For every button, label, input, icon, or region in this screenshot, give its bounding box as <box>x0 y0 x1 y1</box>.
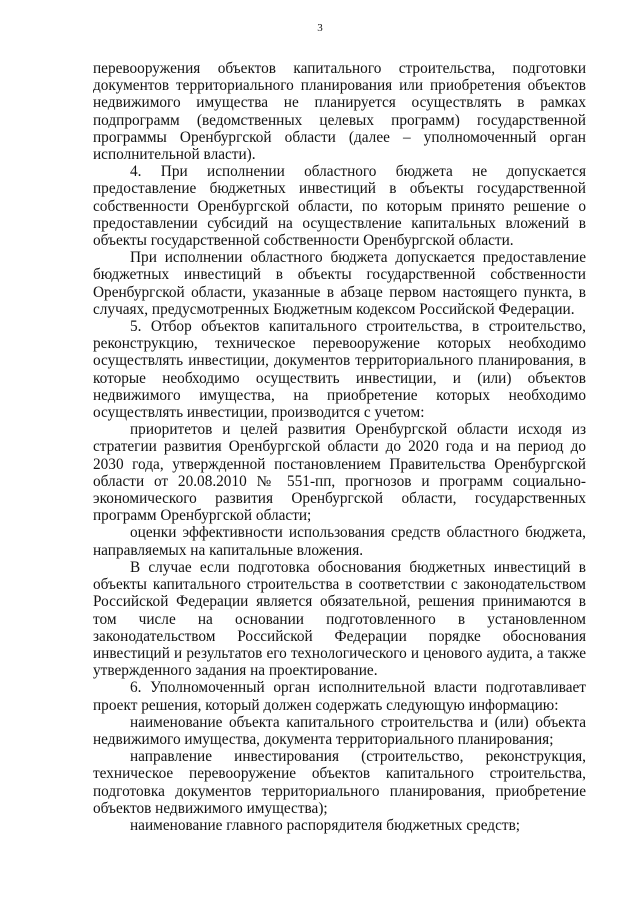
paragraph-5-item-priorities: приоритетов и целей развития Оренбургской области исходя из стратегии развития Оренбургской области до 2020 года и на период до 2030 года, утвержденной постановлением Правительства Оренбургской области от 20.08.2010 № 551-пп, прогнозов и программ социально-экономического развития Оренбургской области, государственных программ Оренбургской области; <box>93 421 586 525</box>
paragraph-1-continuation: перевооружения объектов капитального строительства, подготовки документов территориального планирования или приобретения объектов недвижимого имущества не планируется осуществлять в рамках подпрограмм (ведомственных целевых программ) государственной программы Оренбургской области (далее – уполномоченный орган исполнительной власти). <box>93 60 586 164</box>
paragraph-4: 4. При исполнении областного бюджета не допускается предоставление бюджетных инвестиций в объекты государственной собственности Оренбургской области, по которым принято решение о предоставлении субсидий на осуществление капитальных вложений в объекты государственной собственности Оренбургской области. <box>93 163 586 250</box>
paragraph-5: 5. Отбор объектов капитального строительства, в строительство, реконструкцию, техническое перевооружение которых необходимо осуществлять инвестиции, документов территориального планирования, в которые необходимо осуществить инвестиции, и (или) объектов недвижимого имущества, на приобретение которых необходимо осуществлять инвестиции, производится с учетом: <box>93 318 586 422</box>
paragraph-6-item-manager: наименование главного распорядителя бюджетных средств; <box>130 816 521 834</box>
paragraph-6-item-name: наименование объекта капитального строительства и (или) объекта недвижимого имущества, документа территориального планирования; <box>93 713 586 748</box>
paragraph-5-item-efficiency: оценки эффективности использования средств областного бюджета, направляемых на капитальные вложения. <box>93 524 586 559</box>
paragraph-6-item-direction: направление инвестирования (строительство, реконструкция, техническое перевооружение объектов капитального строительства, подготовка документов территориального планирования, приобретение объектов недвижимого имущества); <box>93 748 586 817</box>
paragraph-5-audit: В случае если подготовка обоснования бюджетных инвестиций в объекты капитального строительства в соответствии с законодательством Российской Федерации является обязательной, решения принимаются в том числе на основании подготовленного в установленном законодательством Российской Федерации порядке обоснования инвестиций и результатов его технологического и ценового аудита, а также утвержденного задания на проектирование. <box>93 558 586 680</box>
page-number: 3 <box>317 22 323 34</box>
paragraph-4-part-2: При исполнении областного бюджета допускается предоставление бюджетных инвестиций в объекты государственной собственности Оренбургской области, указанные в абзаце первом настоящего пункта, в случаях, предусмотренных Бюджетным кодексом Российской Федерации. <box>93 249 586 318</box>
paragraph-6: 6. Уполномоченный орган исполнительной власти подготавливает проект решения, который должен содержать следующую информацию: <box>93 679 586 714</box>
document-body <box>93 60 586 834</box>
